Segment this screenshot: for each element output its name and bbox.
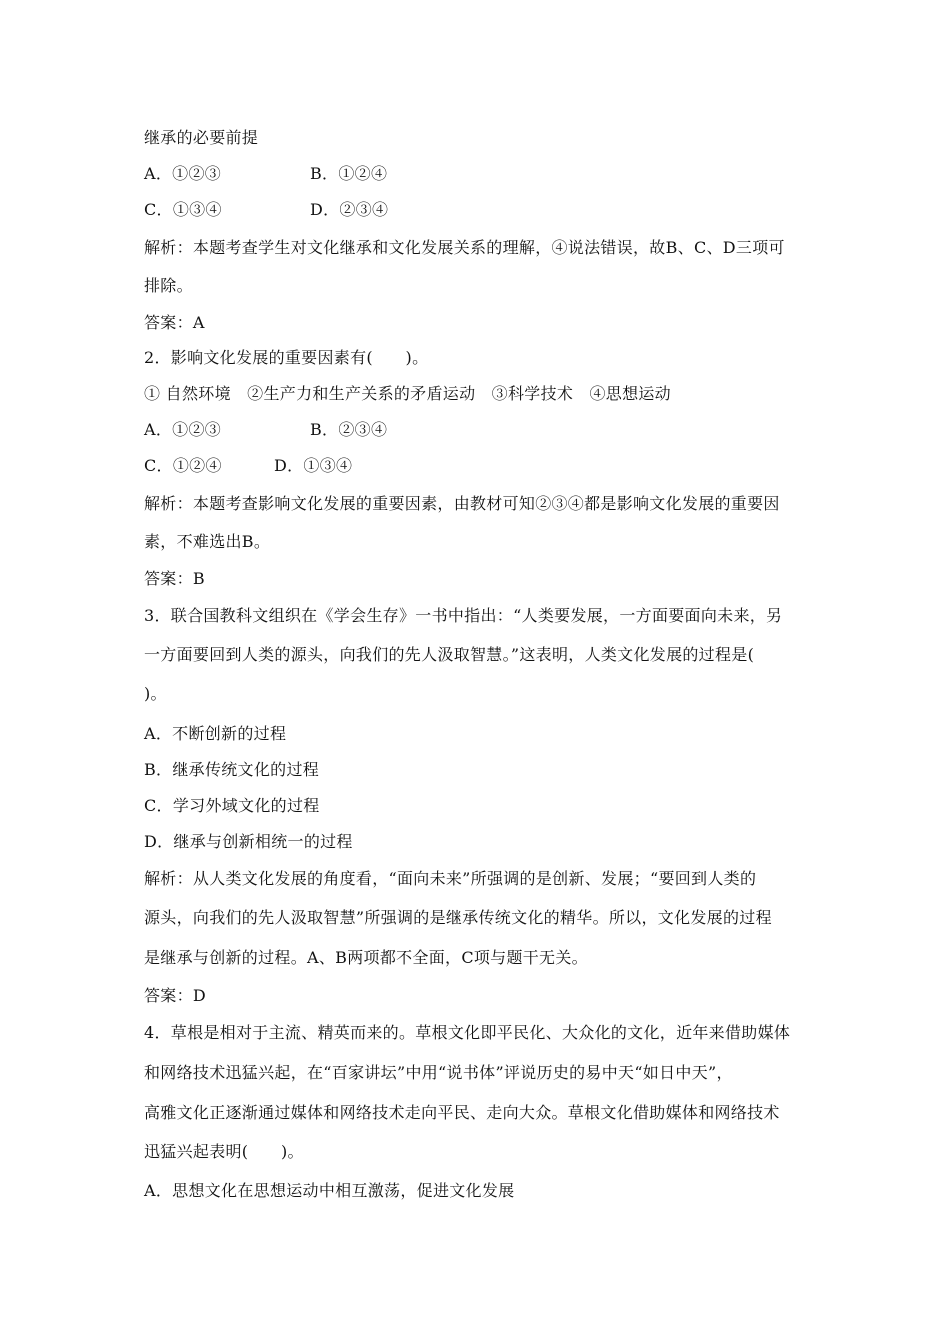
question-4-cont: 高雅文化正逐渐通过媒体和网络技术走向平民、走向大众。草根文化借助媒体和网络技术 (144, 1103, 780, 1122)
option-b: B．①②④ (310, 164, 388, 183)
question-4-cont: 迅猛兴起表明( )。 (144, 1142, 304, 1161)
analysis-line: 解析：本题考查学生对文化继承和文化发展关系的理解，④说法错误，故B、C、D三项可 (144, 238, 785, 257)
option-a: A．①②③ (144, 164, 222, 183)
answer-line: 答案：A (144, 313, 205, 332)
option-d: D．①③④ (274, 456, 353, 475)
analysis-line: 素，不难选出B。 (144, 532, 271, 551)
option-d: D．继承与创新相统一的过程 (144, 832, 353, 851)
analysis-line: 排除。 (144, 276, 193, 295)
option-a: A．①②③ (144, 420, 222, 439)
option-row (144, 456, 814, 476)
option-c: C．①②④ (144, 456, 222, 475)
option-b: B．继承传统文化的过程 (144, 760, 320, 779)
option-a: A．不断创新的过程 (144, 724, 287, 743)
question-3-cont: )。 (144, 684, 167, 703)
question-4-cont: 和网络技术迅猛兴起，在“百家讲坛”中用“说书体”评说历史的易中天“如日中天”， (144, 1063, 733, 1082)
question-items: ① 自然环境 ②生产力和生产关系的矛盾运动 ③科学技术 ④思想运动 (144, 384, 671, 403)
answer-line: 答案：B (144, 569, 205, 588)
option-c: C．①③④ (144, 200, 222, 219)
option-c: C．学习外域文化的过程 (144, 796, 320, 815)
option-b: B．②③④ (310, 420, 388, 439)
question-3: 3．联合国教科文组织在《学会生存》一书中指出：“人类要发展，一方面要面向未来，另 (144, 606, 783, 625)
option-a: A．思想文化在思想运动中相互激荡，促进文化发展 (144, 1181, 515, 1200)
option-row (144, 164, 814, 184)
analysis-line: 源头，向我们的先人汲取智慧”所强调的是继承传统文化的精华。所以，文化发展的过程 (144, 908, 772, 927)
answer-line: 答案：D (144, 986, 207, 1005)
question-3-cont: 一方面要回到人类的源头，向我们的先人汲取智慧。”这表明，人类文化发展的过程是( (144, 645, 755, 664)
analysis-line: 解析：从人类文化发展的角度看，“面向未来”所强调的是创新、发展；“要回到人类的 (144, 869, 757, 888)
option-row (144, 420, 814, 440)
option-d: D．②③④ (310, 200, 389, 219)
text-line: 继承的必要前提 (144, 128, 259, 147)
analysis-line: 解析：本题考查影响文化发展的重要因素，由教材可知②③④都是影响文化发展的重要因 (144, 494, 780, 513)
option-row (144, 200, 814, 220)
question-4: 4．草根是相对于主流、精英而来的。草根文化即平民化、大众化的文化，近年来借助媒体 (144, 1023, 791, 1042)
analysis-line: 是继承与创新的过程。A、B两项都不全面，C项与题干无关。 (144, 948, 588, 967)
question-2: 2．影响文化发展的重要因素有( )。 (144, 348, 429, 367)
